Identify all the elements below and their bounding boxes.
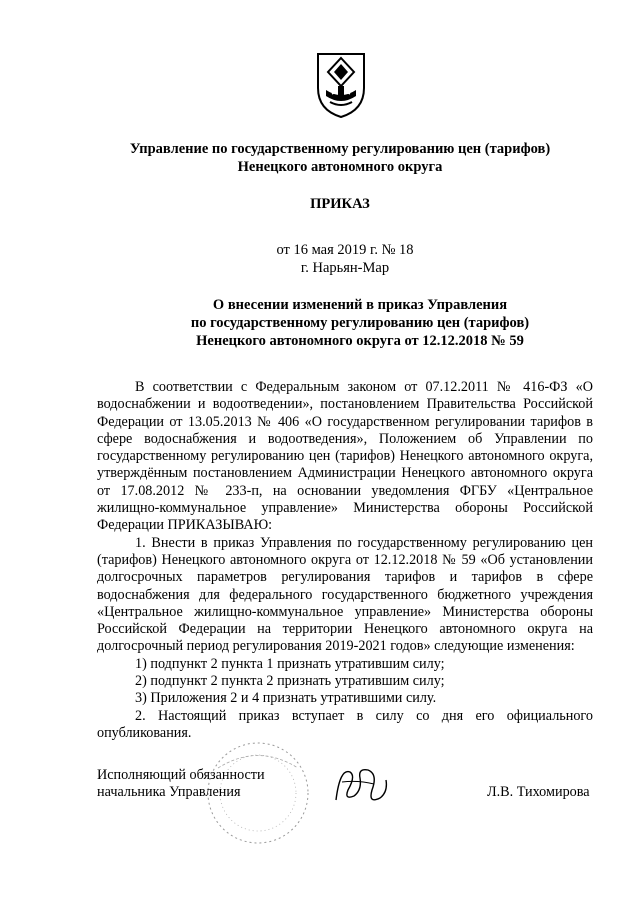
item-2-paragraph: 2. Настоящий приказ вступает в силу со дня его официального опубликования. xyxy=(97,707,593,741)
document-city: г. Нарьян-Мар xyxy=(300,260,390,276)
signatory-position-line2: начальника Управления xyxy=(97,784,241,800)
subitem-2: 2) подпункт 2 пункта 2 признать утратившим силу; xyxy=(135,673,445,690)
document-body xyxy=(97,379,593,742)
document-type-title: ПРИКАЗ xyxy=(310,196,370,212)
signatory-position-line1: Исполняющий обязанности xyxy=(97,767,265,783)
item-1-paragraph: 1. Внести в приказ Управления по государственному регулированию цен (тарифов) Ненецкого автономного округа от 12.12.2018 № 59 «Об установлении долгосрочных параметров регулирования тарифов и тарифов в сфере водоснабжения для федерального государственного бюджетного учреждения «Центральное жилищно-коммунальное управление» Министерства обороны Российской Федерации на территории Ненецкого автономного округа на долгосрочный период регулирования 2019-2021 годов» следующие изменения: xyxy=(97,534,593,655)
subject-line1: О внесении изменений в приказ Управления xyxy=(212,297,508,313)
preamble-paragraph: В соответствии с Федеральным законом от 07.12.2011 № 416-ФЗ «О водоснабжении и водоотведении», постановлением Правительства Российской Федерации от 13.05.2013 № 406 «О государственном регулировании тарифов в сфере водоснабжения и водоотведения», Положением об Управлении по государственному регулированию цен (тарифов) Ненецкого автономного округа, утверждённым постановлением Администрации Ненецкого автономного округа от 17.08.2012 № 233-п, на основании уведомления ФГБУ «Центральное жилищно-коммунальное управление» Министерства обороны Российской Федерации ПРИКАЗЫВАЮ: xyxy=(97,379,593,534)
coat-of-arms-emblem xyxy=(314,50,368,120)
subitem-3: 3) Приложения 2 и 4 признать утратившими силу. xyxy=(135,690,437,707)
signatory-name: Л.В. Тихомирова xyxy=(487,784,590,800)
organization-name-line2: Ненецкого автономного округа xyxy=(237,159,443,175)
subitem-1: 1) подпункт 2 пункта 1 признать утратившим силу; xyxy=(135,655,445,672)
handwritten-signature xyxy=(328,760,398,810)
subject-line3: Ненецкого автономного округа от 12.12.2018 № 59 xyxy=(196,333,524,349)
organization-name-line1: Управление по государственному регулированию цен (тарифов) xyxy=(129,141,551,157)
document-date-number: от 16 мая 2019 г. № 18 xyxy=(276,242,414,258)
subject-line2: по государственному регулированию цен (тарифов) xyxy=(190,315,530,331)
